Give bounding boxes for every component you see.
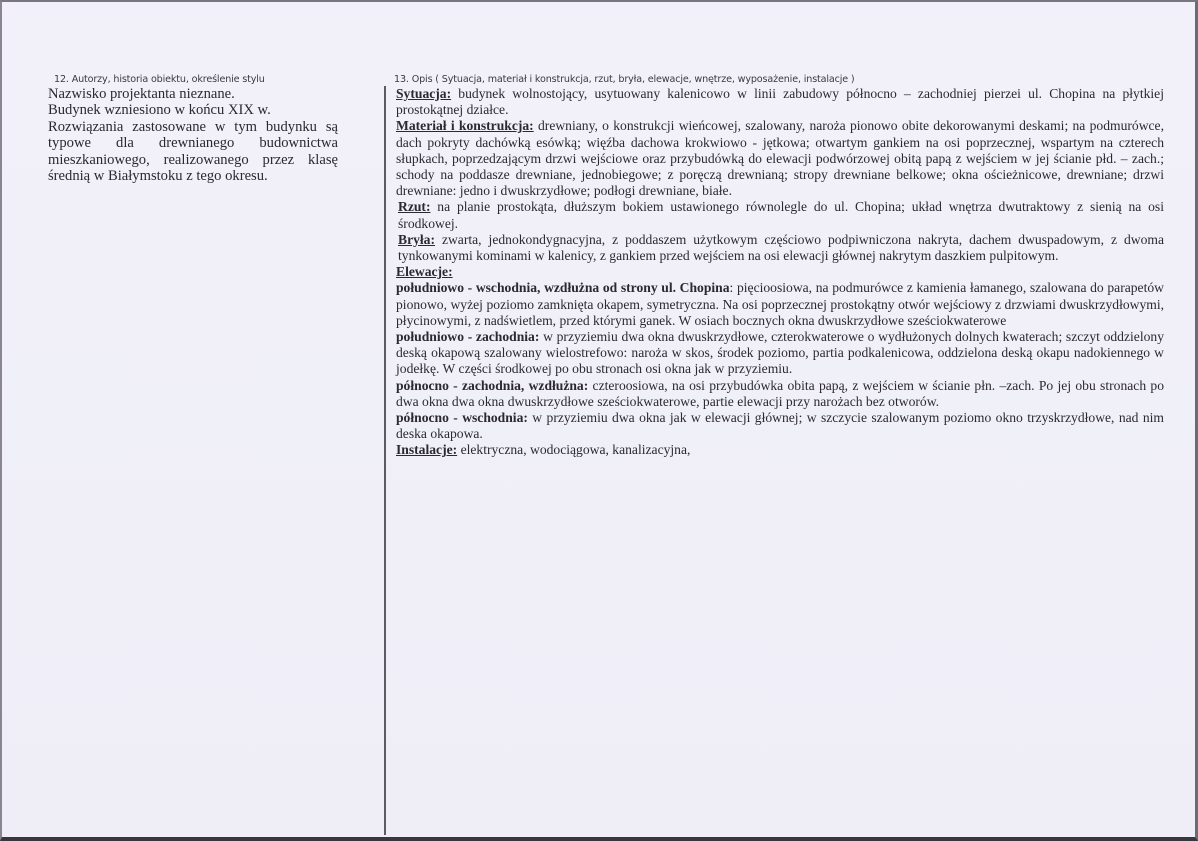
instalacje-label: Instalacje: <box>396 442 458 458</box>
elevation-southeast-text: pięcioosiowa, na podmurówce z kamienia łamanego, szalowana do parapetów pionowo, wyżej poziomo zamknięta okapem, symetryczna. Na osi poprzecznej prostokątny otwór wejściowy z drzwiami dwuskrzydłowymi, płycinowymi, z nadświetlem, przed którymi ganek. W osiach bocznych okna dwuskrzydłowe sześciokwaterowe <box>396 280 1164 328</box>
style-description: Rozwiązania zastosowane w tym budynku są typowe dla drewnianego budownictwa mieszkaniowego, realizowanego przez klasę średnią w Białymstoku z tego okresu. <box>48 118 338 185</box>
section-12-caption: 12. Autorzy, historia obiektu, określenie stylu <box>54 74 265 85</box>
section-12-authors-history <box>48 73 338 184</box>
section-13-body <box>396 86 1164 459</box>
elevation-southwest-text: w przyziemiu dwa okna dwuskrzydłowe, czterokwaterowe o wydłużonych dolnych kwaterach; szczyt oddzielony deską okapową szalowany wielostrefowo: naroża w skos, środek poziomo, partia podkalenicowa, oddzielona deską okapu nadokiennego w jodełkę. W części środkowej po obu stronach osi okna jak w przyziemiu. <box>396 329 1164 377</box>
elevation-northwest <box>396 378 1164 410</box>
construction-date-line: Budynek wzniesiono w końcu XIX w. <box>48 102 271 119</box>
elevation-northwest-title: północno - zachodnia, wzdłużna: <box>396 377 589 393</box>
elevation-southeast-title: południowo - wschodnia, wzdłużna od strony ul. Chopina <box>396 280 730 296</box>
elevation-northwest-text: czteroosiowa, na osi przybudówka obita papą, z wejściem w ścianie płn. –zach. Po jej obu stronach po dwa okna dwa okna dwuskrzydłowe sześciokwaterowe, partie elewacji przy narożach bez otworów. <box>396 377 1164 409</box>
section-13-description <box>396 73 1164 459</box>
designer-line: Nazwisko projektanta nieznane. <box>48 86 235 102</box>
material-paragraph <box>396 118 1164 199</box>
rzut-label: Rzut: <box>398 199 431 215</box>
instalacje-text: elektryczna, wodociągowa, kanalizacyjna, <box>457 442 691 458</box>
section-13-caption: 13. Opis ( Sytuacja, materiał i konstrukcja, rzut, bryła, elewacje, wnętrze, wyposażenie, instalacje ) <box>394 74 855 85</box>
material-label: Materiał i konstrukcja: <box>396 118 534 134</box>
elewacje-label: Elewacje: <box>396 264 453 280</box>
sytuacja-text: budynek wolnostojący, usytuowany kalenicowo w linii zabudowy północno – zachodniej pierzei ul. Chopina na płytkiej prostokątnej działce. <box>396 86 1164 118</box>
elevation-northeast-text: w przyziemiu dwa okna jak w elewacji głównej; w szczycie szalowanym poziomo okno trzyskrzydłowe, nad nim deska okapowa. <box>396 410 1164 442</box>
rzut-text: na planie prostokąta, dłuższym bokiem ustawionego równolegle do ul. Chopina; układ wnętrza dwutraktowy z sienią na osi środkowej. <box>398 199 1164 231</box>
bryla-paragraph <box>396 232 1164 264</box>
rzut-paragraph <box>396 199 1164 231</box>
elevation-northeast <box>396 410 1164 442</box>
elevation-northeast-title: północno - wschodnia: <box>396 410 528 426</box>
instalacje-paragraph <box>396 442 1164 458</box>
column-divider <box>384 86 386 835</box>
section-12-body <box>48 86 338 184</box>
elevation-southwest-title: południowo - zachodnia: <box>396 329 540 345</box>
elevation-southeast <box>396 280 1164 329</box>
material-text: drewniany, o konstrukcji wieńcowej, szalowany, naroża pionowo obite dekorowanymi deskami; na podmurówce, dach pokryty dachówką esówką; więźba dachowa krokwiowo - jętkowa; otwartym gankiem na osi poprzecznej, wspartym na czterech słupkach, poprzedzającym drzwi wejściowe oraz przybudówką do elewacji podwórzowej obitą papą z wejściem w jej ścianie płd. – zach.; schody na poddasze drewniane, jednobiegowe; z poręczą drewnianą; stropy drewniane belkowe; okna ościeżnicowe, drewniane; drzwi drewniane: jedno i dwuskrzydłowe; podłogi drewniane, białe. <box>396 118 1164 199</box>
elevation-southeast-colon: : <box>729 280 734 296</box>
elevation-southwest <box>396 329 1164 378</box>
bryla-text: zwarta, jednokondygnacyjna, z poddaszem użytkowym częściowo podpiwniczona nakryta, dachem dwuspadowym, z dwoma tynkowanymi kominami w kalenicy, z gankiem przed wejściem na osi elewacji głównej nakrytym daszkiem pulpitowym. <box>398 231 1164 264</box>
elewacje-heading <box>396 264 1164 280</box>
sytuacja-paragraph <box>396 86 1164 118</box>
bryla-label: Bryła: <box>398 231 435 247</box>
sytuacja-label: Sytuacja: <box>396 86 452 101</box>
